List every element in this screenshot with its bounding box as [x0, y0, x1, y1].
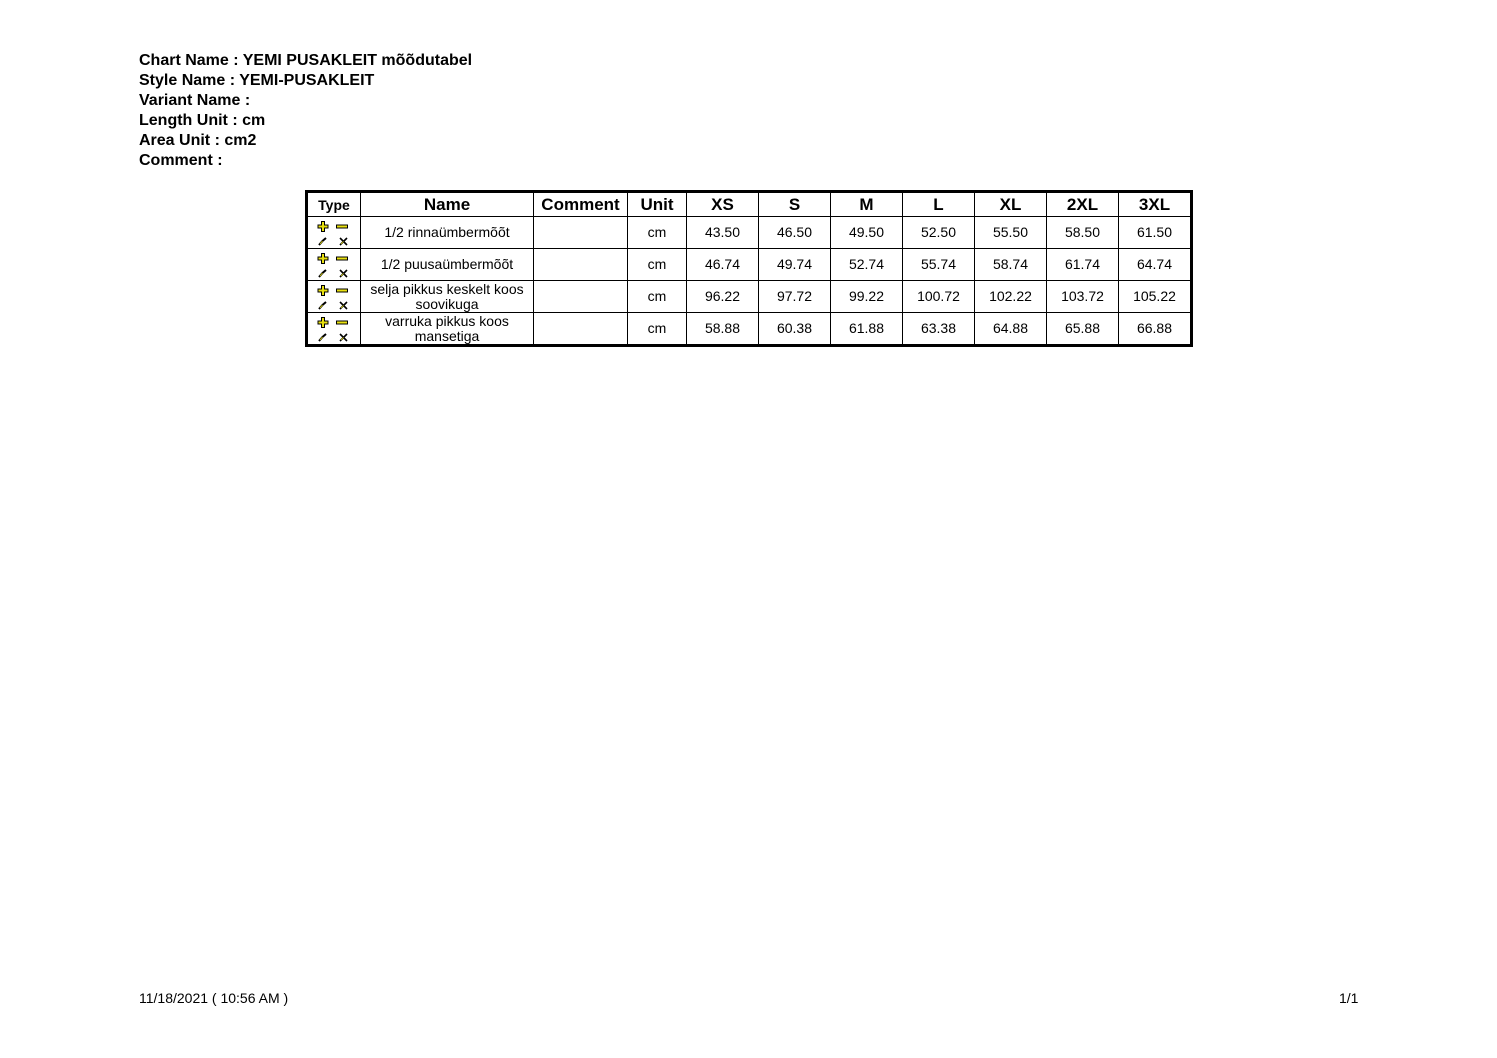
- value-xs: 43.50: [687, 217, 759, 249]
- measurement-table: [305, 190, 1193, 347]
- cross-icon[interactable]: [340, 302, 347, 309]
- length-unit: Length Unit : cm: [139, 112, 266, 129]
- value-2xl: 61.74: [1047, 249, 1119, 281]
- value-l: 55.74: [903, 249, 975, 281]
- area-unit: Area Unit : cm2: [139, 132, 257, 149]
- measurement-unit: cm: [628, 313, 687, 346]
- measurement-name: selja pikkus keskelt koos soovikuga: [361, 281, 534, 313]
- minus-icon[interactable]: [336, 256, 348, 260]
- value-xs: 96.22: [687, 281, 759, 313]
- measurement-comment: [534, 249, 628, 281]
- check-icon[interactable]: [319, 238, 326, 245]
- check-icon[interactable]: [319, 302, 326, 309]
- header-m: M: [831, 192, 903, 217]
- plus-icon[interactable]: [318, 285, 329, 296]
- cross-icon[interactable]: [340, 334, 347, 341]
- measurement-comment: [534, 313, 628, 346]
- header-type: Type: [307, 192, 361, 217]
- value-xl: 55.50: [975, 217, 1047, 249]
- value-2xl: 65.88: [1047, 313, 1119, 346]
- table-row: [307, 281, 1192, 313]
- type-cell: [307, 217, 361, 249]
- header-l: L: [903, 192, 975, 217]
- header-xl: XL: [975, 192, 1047, 217]
- header-xs: XS: [687, 192, 759, 217]
- value-xs: 46.74: [687, 249, 759, 281]
- header-name: Name: [361, 192, 534, 217]
- page-number: 1/1: [1339, 990, 1359, 1006]
- value-m: 99.22: [831, 281, 903, 313]
- minus-icon[interactable]: [336, 224, 348, 228]
- minus-icon[interactable]: [336, 320, 348, 324]
- chart-header: [139, 51, 472, 171]
- table-row: [307, 217, 1192, 249]
- value-2xl: 103.72: [1047, 281, 1119, 313]
- table-row: [307, 313, 1192, 346]
- table-row: [307, 249, 1192, 281]
- style-name: Style Name : YEMI-PUSAKLEIT: [139, 72, 375, 89]
- plus-icon[interactable]: [318, 253, 329, 264]
- value-s: 60.38: [759, 313, 831, 346]
- value-l: 100.72: [903, 281, 975, 313]
- type-icons: [312, 219, 356, 247]
- value-m: 49.50: [831, 217, 903, 249]
- value-m: 61.88: [831, 313, 903, 346]
- type-cell: [307, 313, 361, 346]
- header-2xl: 2XL: [1047, 192, 1119, 217]
- header-comment: Comment: [534, 192, 628, 217]
- header-3xl: 3XL: [1119, 192, 1192, 217]
- print-date: 11/18/2021 ( 10:56 AM ): [139, 990, 289, 1006]
- variant-name: Variant Name :: [139, 92, 251, 109]
- plus-icon[interactable]: [318, 317, 329, 328]
- plus-icon[interactable]: [318, 221, 329, 232]
- comment-label: Comment :: [139, 152, 223, 169]
- value-s: 97.72: [759, 281, 831, 313]
- check-icon[interactable]: [319, 270, 326, 277]
- measurement-name: 1/2 rinnaümbermõõt: [361, 217, 534, 249]
- type-icons: [312, 251, 356, 279]
- measurement-unit: cm: [628, 217, 687, 249]
- value-xs: 58.88: [687, 313, 759, 346]
- value-2xl: 58.50: [1047, 217, 1119, 249]
- header-s: S: [759, 192, 831, 217]
- minus-icon[interactable]: [336, 288, 348, 292]
- measurement-comment: [534, 281, 628, 313]
- value-m: 52.74: [831, 249, 903, 281]
- value-3xl: 105.22: [1119, 281, 1192, 313]
- table-header-row: [307, 192, 1192, 217]
- value-3xl: 61.50: [1119, 217, 1192, 249]
- cross-icon[interactable]: [340, 238, 347, 245]
- header-unit: Unit: [628, 192, 687, 217]
- measurement-name: 1/2 puusaümbermõõt: [361, 249, 534, 281]
- type-cell: [307, 281, 361, 313]
- type-cell: [307, 249, 361, 281]
- value-l: 52.50: [903, 217, 975, 249]
- type-icons: [312, 315, 356, 343]
- check-icon[interactable]: [319, 334, 326, 341]
- measurement-unit: cm: [628, 281, 687, 313]
- measurement-unit: cm: [628, 249, 687, 281]
- value-xl: 102.22: [975, 281, 1047, 313]
- value-xl: 58.74: [975, 249, 1047, 281]
- type-icons: [312, 283, 356, 311]
- value-s: 46.50: [759, 217, 831, 249]
- value-l: 63.38: [903, 313, 975, 346]
- measurement-name: varruka pikkus koos mansetiga: [361, 313, 534, 346]
- measurement-comment: [534, 217, 628, 249]
- chart-name: Chart Name : YEMI PUSAKLEIT mõõdutabel: [139, 52, 473, 69]
- cross-icon[interactable]: [340, 270, 347, 277]
- value-3xl: 64.74: [1119, 249, 1192, 281]
- value-3xl: 66.88: [1119, 313, 1192, 346]
- value-s: 49.74: [759, 249, 831, 281]
- value-xl: 64.88: [975, 313, 1047, 346]
